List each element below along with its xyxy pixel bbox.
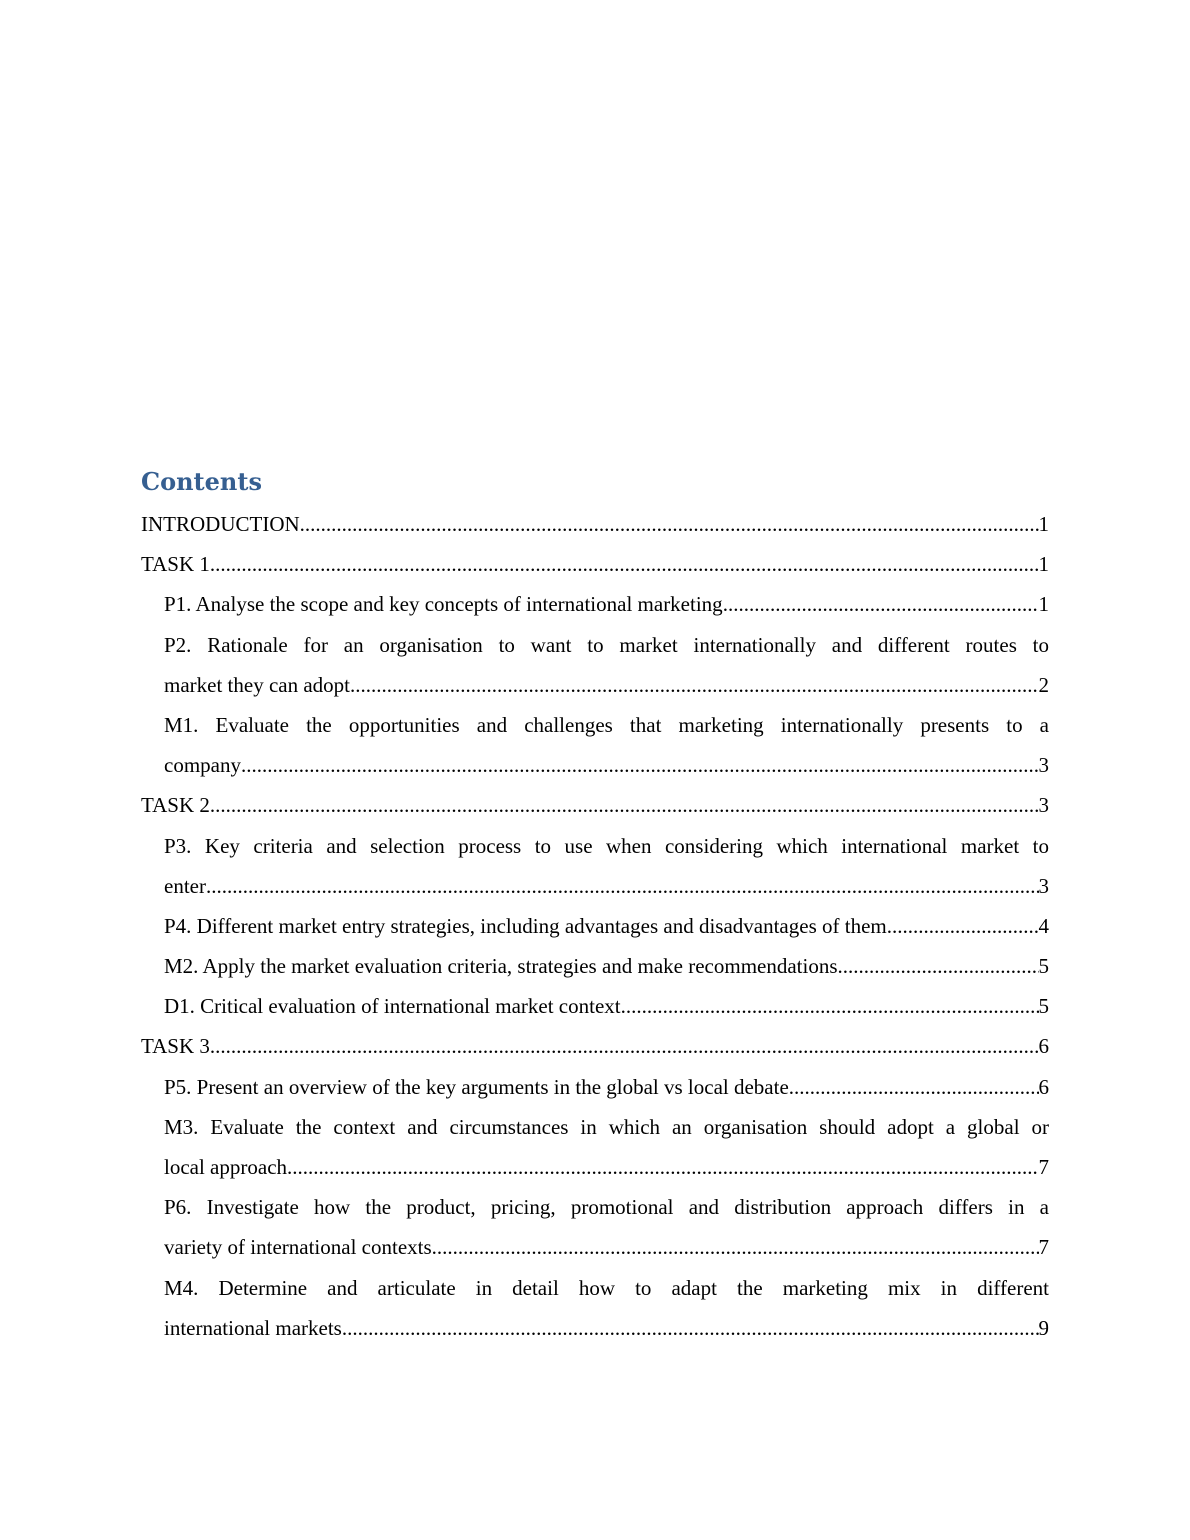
toc-page-number: 4 (1038, 913, 1049, 938)
toc-entry-text-line: P6. Investigate how the product, pricing, promotional and distribution approach differs in a (164, 1195, 1049, 1220)
toc-page-number: 7 (1038, 1235, 1049, 1260)
toc-heading: Contents (141, 467, 262, 496)
toc-entry-last-line (164, 946, 1049, 986)
toc-page-number: 3 (1038, 873, 1049, 898)
toc-entry-title: TASK 3 (141, 1034, 210, 1059)
dot-leader (287, 1147, 1038, 1187)
toc-page-number: 1 (1038, 512, 1049, 536)
toc-entry-last-line (141, 504, 1049, 544)
toc-entry-last-line (164, 1067, 1049, 1107)
toc-entry[interactable] (164, 1107, 1049, 1187)
dot-leader (432, 1227, 1039, 1267)
dot-leader (342, 1308, 1039, 1348)
toc-entry[interactable] (141, 544, 1049, 584)
toc-entry[interactable] (164, 1187, 1049, 1267)
dot-leader (350, 665, 1038, 705)
toc-entry[interactable] (141, 785, 1049, 825)
toc-entry[interactable] (164, 946, 1049, 986)
table-of-contents (141, 462, 1049, 1348)
toc-entry-last-line (164, 745, 1049, 785)
dot-leader (206, 866, 1039, 906)
dot-leader (300, 504, 1039, 544)
toc-entry-last-line (164, 1147, 1049, 1187)
toc-entry-last-line (164, 665, 1049, 705)
dot-leader (887, 906, 1039, 946)
toc-entry[interactable] (141, 504, 1049, 544)
toc-entry-last-line (164, 866, 1049, 906)
toc-entry-last-line (164, 906, 1049, 946)
toc-page-number: 5 (1038, 954, 1049, 979)
toc-entries (141, 504, 1049, 1348)
toc-entry[interactable] (164, 1067, 1049, 1107)
toc-page-number: 6 (1038, 1034, 1049, 1059)
toc-entry-title: P5. Present an overview of the key arguments in the global vs local debate (164, 1074, 789, 1099)
toc-page-number: 3 (1038, 793, 1049, 818)
dot-leader (789, 1067, 1039, 1107)
toc-entry-last-line (141, 1026, 1049, 1066)
toc-entry-title: enter (164, 873, 206, 898)
toc-page-number: 9 (1038, 1315, 1049, 1340)
toc-entry[interactable] (141, 1026, 1049, 1066)
toc-entry-last-line (164, 1227, 1049, 1267)
toc-entry[interactable] (164, 1268, 1049, 1348)
toc-entry[interactable] (164, 584, 1049, 624)
dot-leader (838, 946, 1039, 986)
dot-leader (723, 584, 1039, 624)
dot-leader (210, 544, 1039, 584)
toc-entry[interactable] (164, 906, 1049, 946)
toc-entry-title: INTRODUCTION (141, 512, 300, 536)
toc-entry-last-line (164, 1308, 1049, 1348)
toc-entry-title: P1. Analyse the scope and key concepts of international marketing (164, 592, 723, 617)
dot-leader (621, 986, 1039, 1026)
toc-page-number: 3 (1038, 753, 1049, 778)
toc-entry-title: company (164, 753, 241, 778)
toc-page-number: 1 (1038, 592, 1049, 617)
toc-entry[interactable] (164, 625, 1049, 705)
toc-entry-title: P4. Different market entry strategies, including advantages and disadvantages of them (164, 913, 887, 938)
toc-entry-title: TASK 2 (141, 793, 210, 818)
dot-leader (241, 745, 1039, 785)
toc-entry-title: D1. Critical evaluation of international market context (164, 994, 621, 1019)
toc-page-number: 5 (1038, 994, 1049, 1019)
toc-entry-text-line: P2. Rationale for an organisation to want to market internationally and different routes to (164, 632, 1049, 657)
toc-entry-text-line: M1. Evaluate the opportunities and challenges that marketing internationally presents to a (164, 712, 1049, 737)
dot-leader (210, 1026, 1039, 1066)
toc-entry-title: TASK 1 (141, 552, 210, 577)
toc-entry-title: international markets (164, 1315, 342, 1340)
toc-entry-last-line (164, 584, 1049, 624)
toc-entry[interactable] (164, 986, 1049, 1026)
toc-entry-last-line (164, 986, 1049, 1026)
toc-page-number: 7 (1038, 1155, 1049, 1179)
toc-entry-title: variety of international contexts (164, 1235, 432, 1260)
toc-entry-last-line (141, 785, 1049, 825)
toc-entry-text-line: M4. Determine and articulate in detail how to adapt the marketing mix in different (164, 1275, 1049, 1300)
toc-entry-title: market they can adopt (164, 672, 351, 697)
toc-page-number: 6 (1038, 1074, 1049, 1099)
toc-entry-title: M2. Apply the market evaluation criteria, strategies and make recommendations (164, 954, 838, 979)
toc-entry-title: local approach (164, 1155, 288, 1179)
dot-leader (210, 785, 1039, 825)
toc-entry[interactable] (164, 826, 1049, 906)
toc-entry-text-line: M3. Evaluate the context and circumstances in which an organisation should adopt a global or (164, 1114, 1049, 1139)
toc-entry-text-line: P3. Key criteria and selection process to use when considering which international market to (164, 833, 1049, 858)
toc-entry[interactable] (164, 705, 1049, 785)
toc-entry-last-line (141, 544, 1049, 584)
toc-page-number: 1 (1038, 552, 1049, 577)
toc-page-number: 2 (1038, 672, 1049, 697)
